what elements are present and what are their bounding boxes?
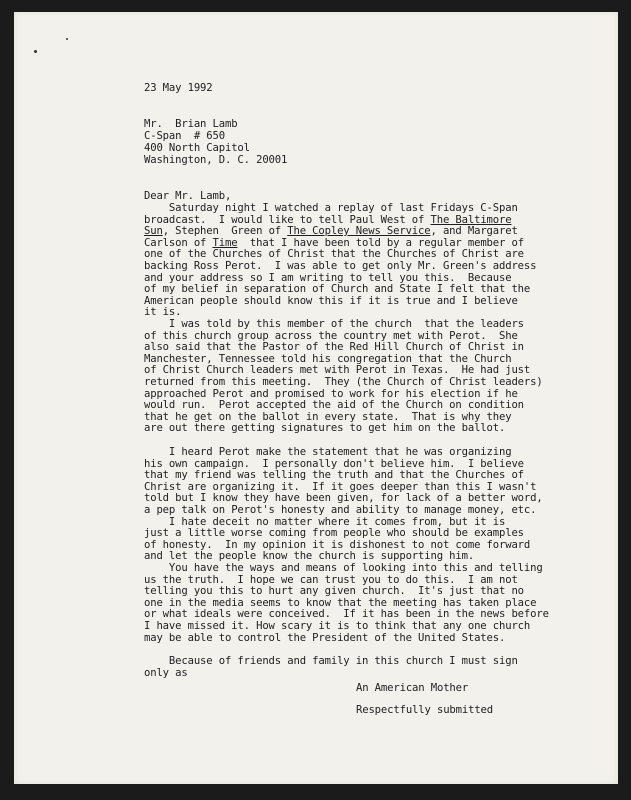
- body-line: that he get on the ballot in every state. That is why they: [144, 410, 512, 423]
- body-line: or what ideals were conceived. If it has been in the news before: [144, 608, 549, 621]
- letter-date: 23 May 1992: [144, 82, 213, 94]
- body-line: one in the media seems to know that the meeting has taken place: [144, 596, 537, 609]
- body-line: Manchester, Tennessee told his congregation that the Church: [144, 352, 512, 365]
- body-line: and your address so I am writing to tell you this. Because: [144, 271, 512, 284]
- signature: An American Mother: [356, 682, 469, 694]
- body-line: of my belief in separation of Church and State I felt that the: [144, 283, 531, 296]
- body-line: that my friend was telling the truth and that the Churches of: [144, 469, 524, 482]
- letter-text: [144, 12, 604, 772]
- address-line: Mr. Brian Lamb: [144, 118, 238, 130]
- body-line: also said that the Pastor of the Red Hill Church of Christ in: [144, 341, 524, 354]
- body-line: telling you this to hurt any given church. It's just that no: [144, 585, 524, 598]
- recipient-address: [144, 60, 604, 166]
- body-line: just a little worse coming from people who should be examples: [144, 527, 524, 540]
- body-line: us the truth. I hope we can trust you to do this. I am not: [144, 573, 518, 586]
- body-line: I hate deceit no matter where it comes from, but it is: [144, 515, 506, 528]
- address-line: C-Span # 650: [144, 130, 225, 142]
- body-line: would run. Perot accepted the aid of the Church on condition: [144, 399, 524, 412]
- body-line: I was told by this member of the church that the leaders: [144, 318, 524, 330]
- body-line: only as: [144, 666, 188, 679]
- body-line: of Christ Church leaders met with Perot in Texas. He had just: [144, 364, 531, 377]
- body-line: of this church group across the country met with Perot. She: [144, 329, 518, 342]
- paper-speck: [34, 50, 37, 53]
- body-line: may be able to control the President of the United States.: [144, 631, 506, 644]
- letter-page: [14, 12, 618, 784]
- body-line: broadcast. I would like to tell Paul West of The Baltimore: [144, 213, 512, 226]
- address-line: 400 North Capitol: [144, 142, 250, 154]
- body-line: told but I know they have been given, for lack of a better word,: [144, 492, 543, 505]
- body-line: Sun, Stephen Green of The Copley News Service, and Margaret: [144, 225, 518, 238]
- closing: Respectfully submitted: [356, 704, 494, 716]
- body-line: You have the ways and means of looking into this and telling: [144, 562, 543, 574]
- address-line: Washington, D. C. 20001: [144, 154, 288, 166]
- body-line: one of the Churches of Christ that the Churches of Christ are: [144, 248, 524, 261]
- body-line: approached Perot and promised to work for his election if he: [144, 387, 518, 400]
- body-line: Saturday night I watched a replay of last Fridays C-Span: [144, 202, 518, 214]
- body-line: and let the people know the church is supporting him.: [144, 550, 475, 563]
- body-line: a pep talk on Perot's honesty and ability to manage money, etc.: [144, 504, 537, 516]
- paper-speck: [66, 38, 68, 40]
- body-line: American people should know this if it is true and I believe: [144, 294, 518, 307]
- body-line: returned from this meeting. They (the Church of Christ leaders): [144, 376, 543, 388]
- body-line: backing Ross Perot. I was able to get only Mr. Green's address: [144, 260, 537, 272]
- body-line: I heard Perot make the statement that he was organizing: [144, 446, 512, 458]
- body-line: I have missed it. How scary it is to think that any one church: [144, 620, 531, 632]
- body-line: are out there getting signatures to get him on the ballot.: [144, 422, 506, 435]
- body-line: it is.: [144, 306, 182, 319]
- body-line: his own campaign. I personally don't believe him. I believe: [144, 457, 524, 470]
- body-line: Carlson of Time that I have been told by a regular member of: [144, 236, 524, 249]
- body-line: Christ are organizing it. If it goes deeper than this I wasn't: [144, 480, 537, 493]
- body-line: of honesty. In my opinion it is dishonest to not come forward: [144, 538, 531, 551]
- body-line: Because of friends and family in this church I must sign: [144, 655, 518, 668]
- salutation: Dear Mr. Lamb,: [144, 190, 232, 202]
